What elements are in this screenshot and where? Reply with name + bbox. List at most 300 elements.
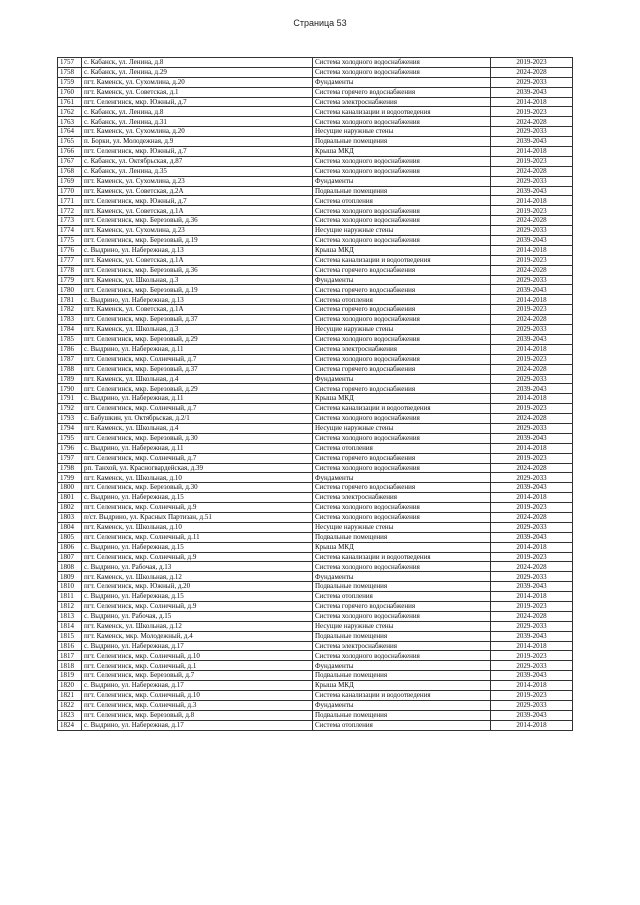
system-cell: Фундаменты xyxy=(313,572,491,582)
period-cell: 2014-2018 xyxy=(491,344,573,354)
period-cell: 2014-2018 xyxy=(491,542,573,552)
period-cell: 2014-2018 xyxy=(491,97,573,107)
row-number: 1769 xyxy=(58,176,82,186)
table-row xyxy=(58,681,573,691)
row-number: 1773 xyxy=(58,216,82,226)
address-cell: пгт. Селенгинск, мкр. Солнечный, д.7 xyxy=(82,404,313,414)
row-number: 1792 xyxy=(58,404,82,414)
address-cell: пгт. Селенгинск, мкр. Березовый, д.19 xyxy=(82,236,313,246)
system-cell: Подвальные помещения xyxy=(313,532,491,542)
table-row xyxy=(58,552,573,562)
system-cell: Система канализации и водоотведения xyxy=(313,552,491,562)
table-row xyxy=(58,206,573,216)
address-cell: с. Кабанск, ул. Ленина, д.8 xyxy=(82,58,313,68)
period-cell: 2024-2028 xyxy=(491,265,573,275)
system-cell: Подвальные помещения xyxy=(313,582,491,592)
table-row xyxy=(58,245,573,255)
row-number: 1787 xyxy=(58,354,82,364)
address-cell: с. Кабанск, ул. Ленина, д.8 xyxy=(82,107,313,117)
table-row xyxy=(58,176,573,186)
row-number: 1812 xyxy=(58,601,82,611)
table-row xyxy=(58,147,573,157)
address-cell: пгт. Селенгинск, мкр. Березовый, д.36 xyxy=(82,265,313,275)
address-cell: с. Кабанск, ул. Ленина, д.29 xyxy=(82,67,313,77)
system-cell: Несущие наружные стены xyxy=(313,226,491,236)
register-table xyxy=(57,57,573,731)
row-number: 1759 xyxy=(58,77,82,87)
system-cell: Фундаменты xyxy=(313,176,491,186)
row-number: 1799 xyxy=(58,473,82,483)
table-row xyxy=(58,107,573,117)
row-number: 1762 xyxy=(58,107,82,117)
row-number: 1761 xyxy=(58,97,82,107)
row-number: 1798 xyxy=(58,463,82,473)
system-cell: Фундаменты xyxy=(313,275,491,285)
row-number: 1808 xyxy=(58,562,82,572)
system-cell: Система горячего водоснабжения xyxy=(313,87,491,97)
period-cell: 2014-2018 xyxy=(491,147,573,157)
system-cell: Система холодного водоснабжения xyxy=(313,166,491,176)
period-cell: 2019-2023 xyxy=(491,107,573,117)
address-cell: пгт. Каменск, ул. Школьная, д.10 xyxy=(82,473,313,483)
row-number: 1819 xyxy=(58,671,82,681)
table-row xyxy=(58,334,573,344)
period-cell: 2039-2043 xyxy=(491,631,573,641)
period-cell: 2029-2033 xyxy=(491,522,573,532)
table-row xyxy=(58,582,573,592)
address-cell: пгт. Селенгинск, мкр. Солнечный, д.1 xyxy=(82,661,313,671)
system-cell: Система электроснабжения xyxy=(313,493,491,503)
period-cell: 2024-2028 xyxy=(491,463,573,473)
address-cell: пгт. Селенгинск, мкр. Березовый, д.19 xyxy=(82,285,313,295)
table-row xyxy=(58,404,573,414)
system-cell: Крыша МКД xyxy=(313,147,491,157)
system-cell: Подвальные помещения xyxy=(313,710,491,720)
system-cell: Подвальные помещения xyxy=(313,186,491,196)
row-number: 1785 xyxy=(58,334,82,344)
period-cell: 2019-2023 xyxy=(491,404,573,414)
period-cell: 2024-2028 xyxy=(491,216,573,226)
system-cell: Несущие наружные стены xyxy=(313,522,491,532)
address-cell: пгт. Селенгинск, мкр. Южный, д.7 xyxy=(82,196,313,206)
row-number: 1811 xyxy=(58,592,82,602)
period-cell: 2024-2028 xyxy=(491,364,573,374)
period-cell: 2014-2018 xyxy=(491,720,573,730)
table-row xyxy=(58,166,573,176)
row-number: 1780 xyxy=(58,285,82,295)
system-cell: Система холодного водоснабжения xyxy=(313,463,491,473)
period-cell: 2019-2023 xyxy=(491,305,573,315)
table-row xyxy=(58,720,573,730)
system-cell: Система канализации и водоотведения xyxy=(313,404,491,414)
period-cell: 2019-2023 xyxy=(491,156,573,166)
table-row xyxy=(58,651,573,661)
period-cell: 2039-2043 xyxy=(491,671,573,681)
address-cell: пгт. Селенгинск, мкр. Солнечный, д.9 xyxy=(82,503,313,513)
system-cell: Система горячего водоснабжения xyxy=(313,364,491,374)
address-cell: пгт. Каменск, ул. Сухомлина, д.23 xyxy=(82,226,313,236)
system-cell: Система холодного водоснабжения xyxy=(313,216,491,226)
system-cell: Система холодного водоснабжения xyxy=(313,206,491,216)
address-cell: пгт. Селенгинск, мкр. Солнечный, д.10 xyxy=(82,691,313,701)
row-number: 1797 xyxy=(58,453,82,463)
table-row xyxy=(58,354,573,364)
system-cell: Система холодного водоснабжения xyxy=(313,512,491,522)
table-row xyxy=(58,661,573,671)
address-cell: с. Выдрино, ул. Набережная, д.17 xyxy=(82,681,313,691)
system-cell: Система электроснабжения xyxy=(313,344,491,354)
system-cell: Система холодного водоснабжения xyxy=(313,503,491,513)
table-row xyxy=(58,473,573,483)
table-row xyxy=(58,77,573,87)
system-cell: Система горячего водоснабжения xyxy=(313,601,491,611)
row-number: 1776 xyxy=(58,245,82,255)
row-number: 1766 xyxy=(58,147,82,157)
row-number: 1774 xyxy=(58,226,82,236)
row-number: 1810 xyxy=(58,582,82,592)
period-cell: 2029-2033 xyxy=(491,661,573,671)
system-cell: Система отопления xyxy=(313,196,491,206)
period-cell: 2024-2028 xyxy=(491,315,573,325)
row-number: 1803 xyxy=(58,512,82,522)
table-row xyxy=(58,503,573,513)
row-number: 1818 xyxy=(58,661,82,671)
system-cell: Несущие наружные стены xyxy=(313,325,491,335)
period-cell: 2014-2018 xyxy=(491,295,573,305)
address-cell: с. Кабанск, ул. Ленина, д.35 xyxy=(82,166,313,176)
table-row xyxy=(58,87,573,97)
address-cell: с. Выдрино, ул. Набережная, д.11 xyxy=(82,344,313,354)
system-cell: Система холодного водоснабжения xyxy=(313,67,491,77)
period-cell: 2019-2023 xyxy=(491,503,573,513)
period-cell: 2014-2018 xyxy=(491,196,573,206)
row-number: 1821 xyxy=(58,691,82,701)
table-row xyxy=(58,414,573,424)
table-row xyxy=(58,562,573,572)
period-cell: 2029-2033 xyxy=(491,127,573,137)
table-row xyxy=(58,443,573,453)
period-cell: 2014-2018 xyxy=(491,641,573,651)
table-row xyxy=(58,156,573,166)
row-number: 1813 xyxy=(58,611,82,621)
table-row xyxy=(58,542,573,552)
table-row xyxy=(58,384,573,394)
row-number: 1822 xyxy=(58,700,82,710)
table-row xyxy=(58,433,573,443)
address-cell: пгт. Селенгинск, мкр. Солнечный, д.9 xyxy=(82,601,313,611)
address-cell: с. Выдрино, ул. Набережная, д.17 xyxy=(82,641,313,651)
row-number: 1820 xyxy=(58,681,82,691)
address-cell: пгт. Каменск, ул. Советская, д.2А xyxy=(82,186,313,196)
row-number: 1824 xyxy=(58,720,82,730)
system-cell: Система электроснабжения xyxy=(313,641,491,651)
address-cell: с. Выдрино, ул. Рабочая, д.13 xyxy=(82,562,313,572)
row-number: 1758 xyxy=(58,67,82,77)
system-cell: Система горячего водоснабжения xyxy=(313,285,491,295)
row-number: 1772 xyxy=(58,206,82,216)
period-cell: 2029-2033 xyxy=(491,374,573,384)
address-cell: с. Выдрино, ул. Набережная, д.11 xyxy=(82,394,313,404)
address-cell: пгт. Селенгинск, мкр. Березовый, д.30 xyxy=(82,483,313,493)
row-number: 1770 xyxy=(58,186,82,196)
system-cell: Система холодного водоснабжения xyxy=(313,354,491,364)
row-number: 1757 xyxy=(58,58,82,68)
table-row xyxy=(58,572,573,582)
period-cell: 2029-2033 xyxy=(491,572,573,582)
address-cell: пгт. Каменск, ул. Советская, д.1А xyxy=(82,255,313,265)
period-cell: 2029-2033 xyxy=(491,275,573,285)
period-cell: 2019-2023 xyxy=(491,206,573,216)
system-cell: Подвальные помещения xyxy=(313,631,491,641)
table-row xyxy=(58,691,573,701)
row-number: 1783 xyxy=(58,315,82,325)
period-cell: 2039-2043 xyxy=(491,710,573,720)
period-cell: 2019-2023 xyxy=(491,354,573,364)
system-cell: Крыша МКД xyxy=(313,542,491,552)
system-cell: Система горячего водоснабжения xyxy=(313,305,491,315)
system-cell: Система горячего водоснабжения xyxy=(313,483,491,493)
table-row xyxy=(58,493,573,503)
period-cell: 2019-2023 xyxy=(491,58,573,68)
table-row xyxy=(58,592,573,602)
address-cell: пгт. Селенгинск, мкр. Березовый, д.29 xyxy=(82,334,313,344)
address-cell: пгт. Каменск, ул. Школьная, д.12 xyxy=(82,621,313,631)
table-row xyxy=(58,236,573,246)
period-cell: 2029-2033 xyxy=(491,473,573,483)
address-cell: пгт. Селенгинск, мкр. Солнечный, д.3 xyxy=(82,700,313,710)
period-cell: 2014-2018 xyxy=(491,493,573,503)
address-cell: с. Кабанск, ул. Октябрьская, д.87 xyxy=(82,156,313,166)
row-number: 1796 xyxy=(58,443,82,453)
period-cell: 2039-2043 xyxy=(491,532,573,542)
address-cell: пгт. Каменск, ул. Школьная, д.4 xyxy=(82,374,313,384)
system-cell: Фундаменты xyxy=(313,700,491,710)
system-cell: Система канализации и водоотведения xyxy=(313,691,491,701)
table-row xyxy=(58,117,573,127)
address-cell: пгт. Селенгинск, мкр. Солнечный, д.7 xyxy=(82,354,313,364)
system-cell: Система холодного водоснабжения xyxy=(313,315,491,325)
table-row xyxy=(58,97,573,107)
address-cell: пгт. Каменск, ул. Школьная, д.3 xyxy=(82,275,313,285)
table-row xyxy=(58,631,573,641)
address-cell: пгт. Селенгинск, мкр. Южный, д.20 xyxy=(82,582,313,592)
row-number: 1791 xyxy=(58,394,82,404)
table-row xyxy=(58,611,573,621)
address-cell: с. Выдрино, ул. Набережная, д.13 xyxy=(82,295,313,305)
system-cell: Крыша МКД xyxy=(313,681,491,691)
table-row xyxy=(58,186,573,196)
address-cell: пгт. Каменск, ул. Школьная, д.3 xyxy=(82,325,313,335)
table-row xyxy=(58,394,573,404)
period-cell: 2029-2033 xyxy=(491,325,573,335)
period-cell: 2039-2043 xyxy=(491,285,573,295)
address-cell: с. Бабушкин, ул. Октябрьская, д.2/1 xyxy=(82,414,313,424)
table-row xyxy=(58,315,573,325)
system-cell: Подвальные помещения xyxy=(313,137,491,147)
system-cell: Система горячего водоснабжения xyxy=(313,453,491,463)
table-row xyxy=(58,58,573,68)
table-row xyxy=(58,641,573,651)
address-cell: пгт. Каменск, мкр. Молодежный, д.4 xyxy=(82,631,313,641)
period-cell: 2019-2023 xyxy=(491,601,573,611)
period-cell: 2024-2028 xyxy=(491,166,573,176)
period-cell: 2019-2023 xyxy=(491,651,573,661)
period-cell: 2029-2033 xyxy=(491,77,573,87)
row-number: 1801 xyxy=(58,493,82,503)
address-cell: пгт. Селенгинск, мкр. Южный, д.7 xyxy=(82,147,313,157)
address-cell: пгт. Селенгинск, мкр. Солнечный, д.7 xyxy=(82,453,313,463)
row-number: 1778 xyxy=(58,265,82,275)
period-cell: 2014-2018 xyxy=(491,394,573,404)
table-row xyxy=(58,601,573,611)
address-cell: п. Борки, ул. Молодежная, д.9 xyxy=(82,137,313,147)
table-row xyxy=(58,137,573,147)
system-cell: Система канализации и водоотведения xyxy=(313,255,491,265)
period-cell: 2019-2023 xyxy=(491,552,573,562)
system-cell: Система горячего водоснабжения xyxy=(313,384,491,394)
period-cell: 2029-2033 xyxy=(491,226,573,236)
row-number: 1765 xyxy=(58,137,82,147)
table-row xyxy=(58,67,573,77)
system-cell: Фундаменты xyxy=(313,374,491,384)
system-cell: Фундаменты xyxy=(313,661,491,671)
address-cell: пгт. Селенгинск, мкр. Березовый, д.37 xyxy=(82,315,313,325)
address-cell: пгт. Селенгинск, мкр. Березовый, д.8 xyxy=(82,710,313,720)
system-cell: Система холодного водоснабжения xyxy=(313,433,491,443)
row-number: 1817 xyxy=(58,651,82,661)
row-number: 1815 xyxy=(58,631,82,641)
table-row xyxy=(58,700,573,710)
address-cell: с. Кабанск, ул. Ленина, д.31 xyxy=(82,117,313,127)
table-row xyxy=(58,423,573,433)
system-cell: Система холодного водоснабжения xyxy=(313,156,491,166)
period-cell: 2029-2033 xyxy=(491,423,573,433)
row-number: 1784 xyxy=(58,325,82,335)
system-cell: Система отопления xyxy=(313,443,491,453)
system-cell: Подвальные помещения xyxy=(313,671,491,681)
period-cell: 2024-2028 xyxy=(491,562,573,572)
address-cell: рп. Танхой, ул. Красногвардейская, д.39 xyxy=(82,463,313,473)
period-cell: 2024-2028 xyxy=(491,512,573,522)
table-row xyxy=(58,532,573,542)
row-number: 1777 xyxy=(58,255,82,265)
system-cell: Система холодного водоснабжения xyxy=(313,334,491,344)
system-cell: Система канализации и водоотведения xyxy=(313,107,491,117)
period-cell: 2024-2028 xyxy=(491,117,573,127)
system-cell: Фундаменты xyxy=(313,473,491,483)
row-number: 1790 xyxy=(58,384,82,394)
table-row xyxy=(58,305,573,315)
row-number: 1779 xyxy=(58,275,82,285)
table-row xyxy=(58,285,573,295)
system-cell: Крыша МКД xyxy=(313,394,491,404)
row-number: 1768 xyxy=(58,166,82,176)
period-cell: 2039-2043 xyxy=(491,582,573,592)
row-number: 1782 xyxy=(58,305,82,315)
system-cell: Система холодного водоснабжения xyxy=(313,611,491,621)
period-cell: 2014-2018 xyxy=(491,443,573,453)
address-cell: с. Выдрино, ул. Набережная, д.17 xyxy=(82,720,313,730)
period-cell: 2029-2033 xyxy=(491,700,573,710)
period-cell: 2039-2043 xyxy=(491,334,573,344)
row-number: 1816 xyxy=(58,641,82,651)
row-number: 1823 xyxy=(58,710,82,720)
address-cell: с. Выдрино, ул. Набережная, д.15 xyxy=(82,493,313,503)
address-cell: пгт. Селенгинск, мкр. Солнечный, д.10 xyxy=(82,651,313,661)
row-number: 1763 xyxy=(58,117,82,127)
table-row xyxy=(58,127,573,137)
row-number: 1806 xyxy=(58,542,82,552)
system-cell: Система отопления xyxy=(313,592,491,602)
period-cell: 2029-2033 xyxy=(491,176,573,186)
table-row xyxy=(58,453,573,463)
address-cell: пгт. Каменск, ул. Школьная, д.10 xyxy=(82,522,313,532)
row-number: 1786 xyxy=(58,344,82,354)
row-number: 1793 xyxy=(58,414,82,424)
period-cell: 2019-2023 xyxy=(491,255,573,265)
address-cell: с. Выдрино, ул. Набережная, д.15 xyxy=(82,542,313,552)
period-cell: 2039-2043 xyxy=(491,236,573,246)
address-cell: пгт. Каменск, ул. Сухомлина, д.20 xyxy=(82,127,313,137)
address-cell: пгт. Селенгинск, мкр. Березовый, д.30 xyxy=(82,433,313,443)
table-row xyxy=(58,512,573,522)
system-cell: Система отопления xyxy=(313,295,491,305)
system-cell: Фундаменты xyxy=(313,77,491,87)
period-cell: 2014-2018 xyxy=(491,681,573,691)
row-number: 1764 xyxy=(58,127,82,137)
row-number: 1802 xyxy=(58,503,82,513)
address-cell: с. Выдрино, ул. Набережная, д.15 xyxy=(82,592,313,602)
table-row xyxy=(58,295,573,305)
address-cell: пгт. Каменск, ул. Советская, д.1А xyxy=(82,206,313,216)
system-cell: Несущие наружные стены xyxy=(313,621,491,631)
table-row xyxy=(58,216,573,226)
table-row xyxy=(58,522,573,532)
period-cell: 2019-2023 xyxy=(491,453,573,463)
period-cell: 2014-2018 xyxy=(491,245,573,255)
address-cell: пгт. Селенгинск, мкр. Солнечный, д.11 xyxy=(82,532,313,542)
period-cell: 2024-2028 xyxy=(491,414,573,424)
system-cell: Система холодного водоснабжения xyxy=(313,651,491,661)
row-number: 1789 xyxy=(58,374,82,384)
system-cell: Система холодного водоснабжения xyxy=(313,414,491,424)
table-row xyxy=(58,255,573,265)
system-cell: Система холодного водоснабжения xyxy=(313,117,491,127)
address-cell: пгт. Каменск, ул. Школьная, д.4 xyxy=(82,423,313,433)
system-cell: Система отопления xyxy=(313,720,491,730)
table-row xyxy=(58,463,573,473)
address-cell: с. Выдрино, ул. Рабочая, д.15 xyxy=(82,611,313,621)
system-cell: Крыша МКД xyxy=(313,245,491,255)
table-row xyxy=(58,621,573,631)
address-cell: пгт. Селенгинск, мкр. Солнечный, д.9 xyxy=(82,552,313,562)
system-cell: Система электроснабжения xyxy=(313,97,491,107)
table-row xyxy=(58,483,573,493)
address-cell: пгт. Селенгинск, мкр. Березовый, д.29 xyxy=(82,384,313,394)
period-cell: 2039-2043 xyxy=(491,433,573,443)
address-cell: с. Выдрино, ул. Набережная, д.11 xyxy=(82,443,313,453)
period-cell: 2039-2043 xyxy=(491,87,573,97)
address-cell: пгт. Селенгинск, мкр. Березовый, д.7 xyxy=(82,671,313,681)
period-cell: 2039-2043 xyxy=(491,137,573,147)
row-number: 1794 xyxy=(58,423,82,433)
row-number: 1804 xyxy=(58,522,82,532)
address-cell: пгт. Селенгинск, мкр. Южный, д.7 xyxy=(82,97,313,107)
table-row xyxy=(58,226,573,236)
address-cell: п/ст. Выдрино, ул. Красных Партизан, д.51 xyxy=(82,512,313,522)
table-row xyxy=(58,275,573,285)
address-cell: пгт. Каменск, ул. Школьная, д.12 xyxy=(82,572,313,582)
